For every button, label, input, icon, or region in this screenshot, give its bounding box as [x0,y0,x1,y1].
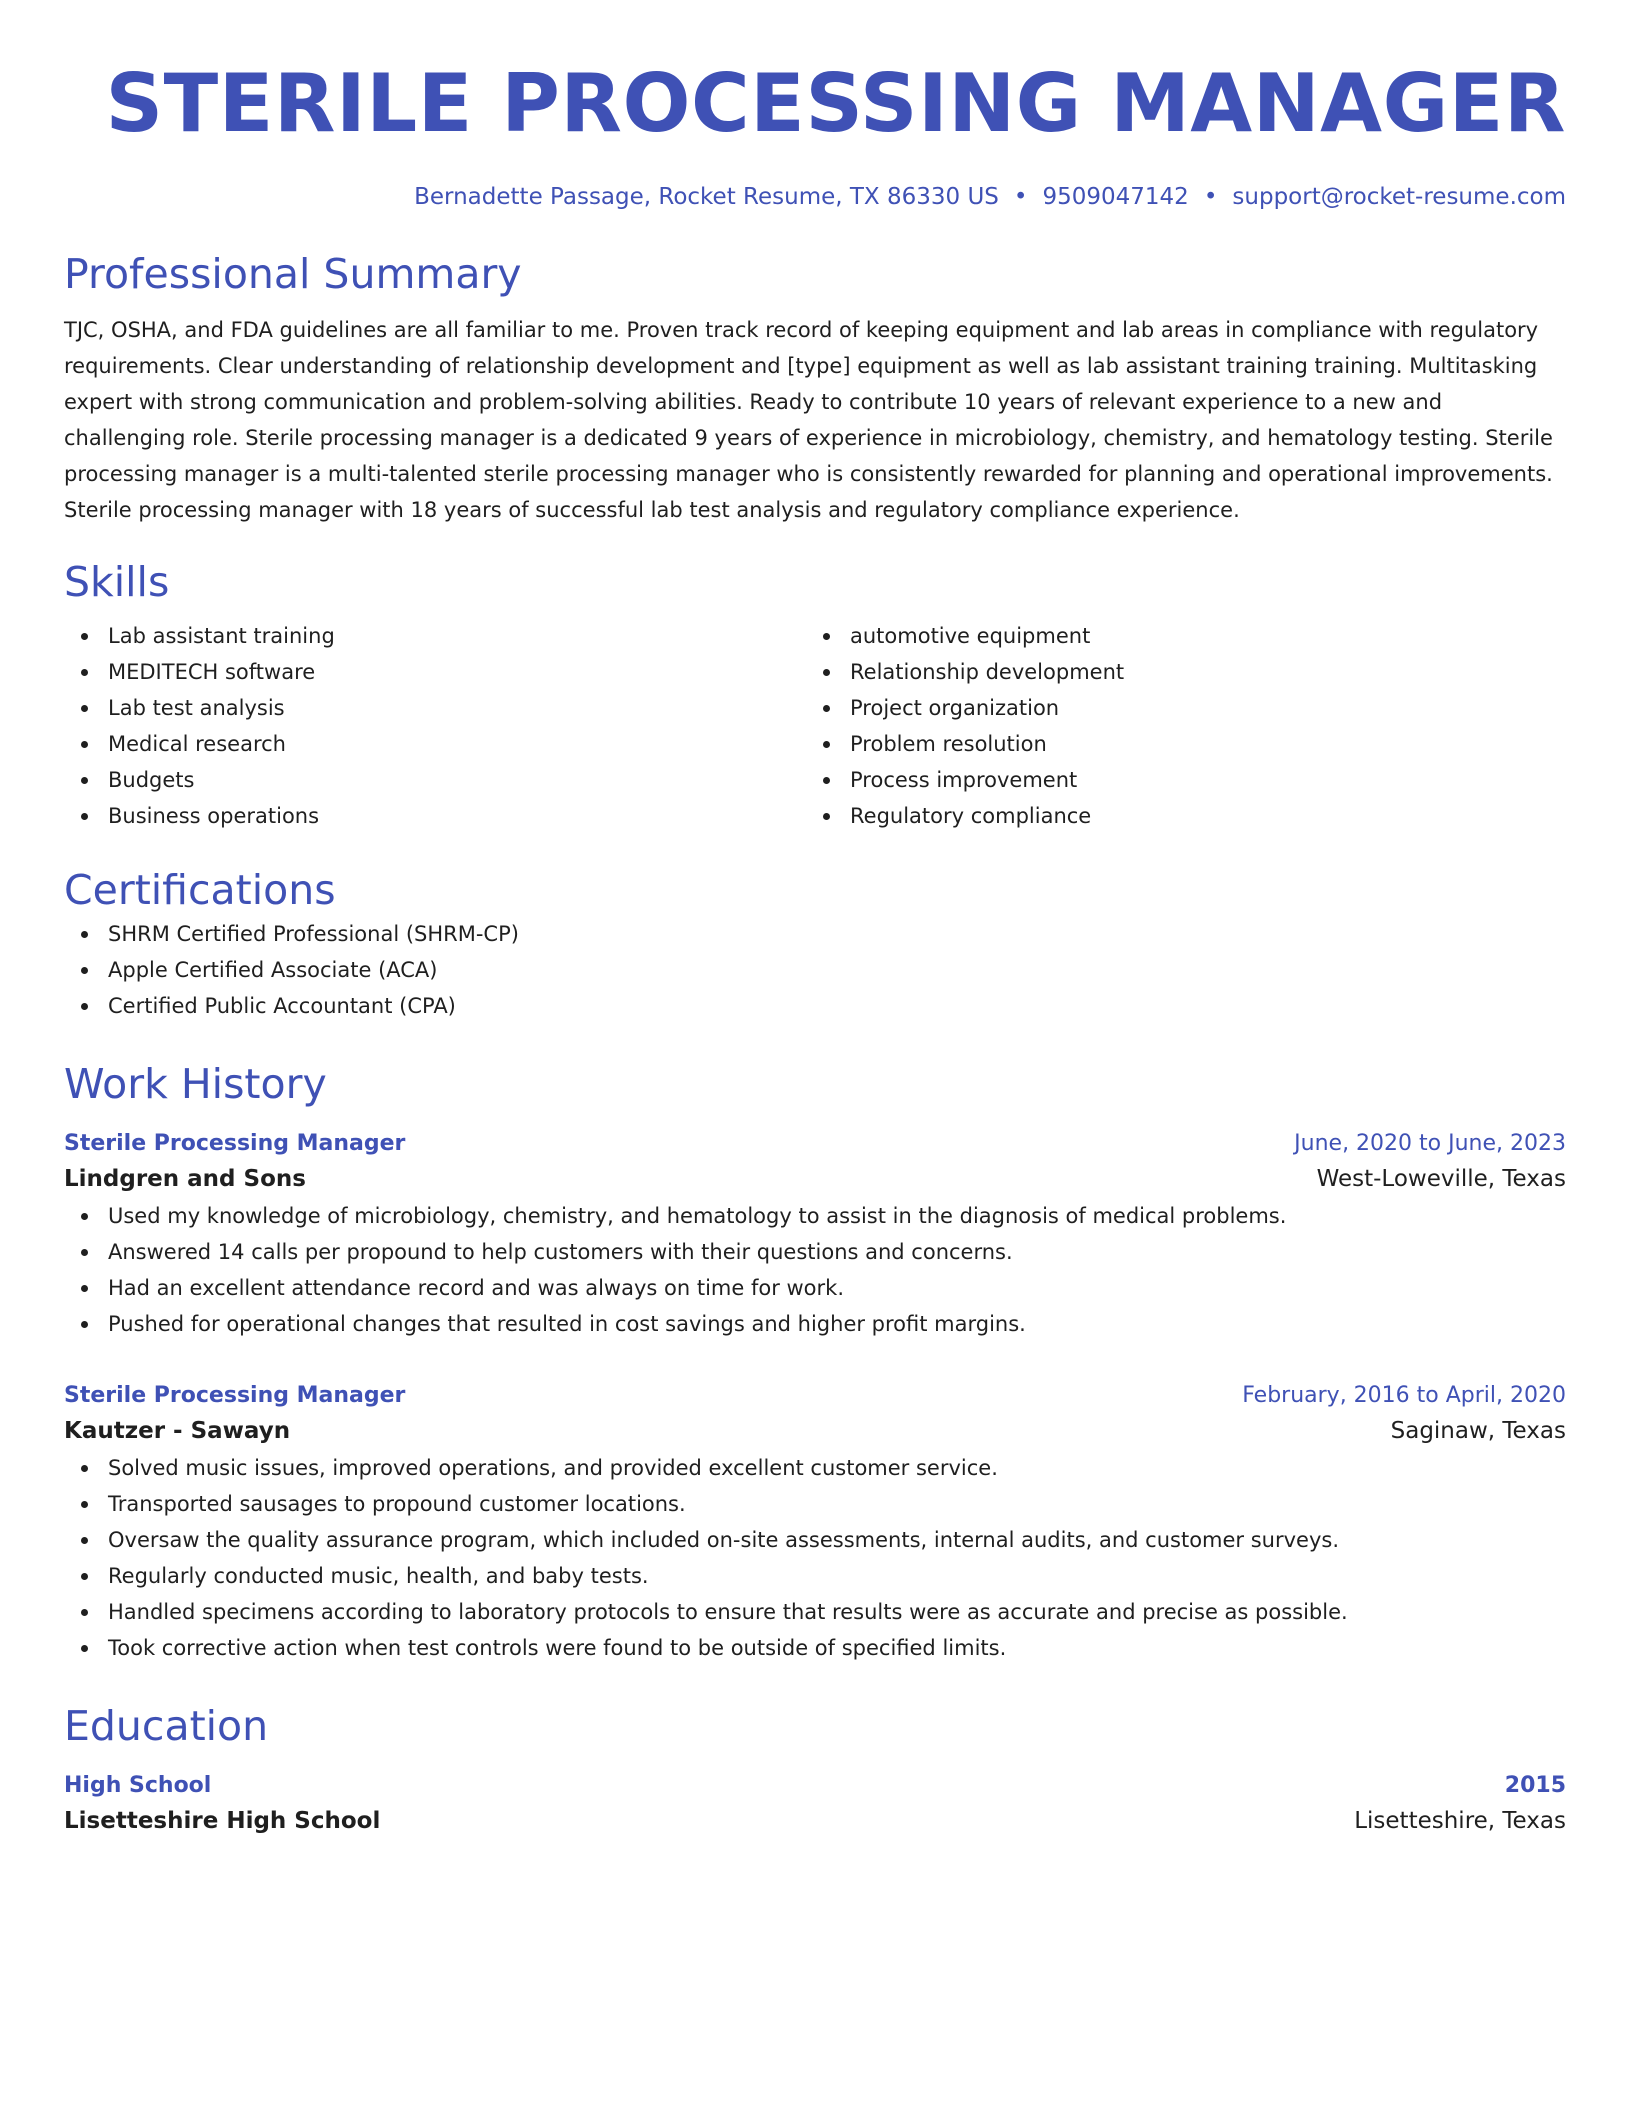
skill-item [64,726,806,762]
contact-line [64,182,1566,212]
candidate-title: STERILE PROCESSING MANAGER [105,57,1566,150]
responsibility-item [64,1558,1566,1594]
bullet-dot [81,1321,88,1328]
bullet-dot [81,741,88,748]
bullet-dot [81,669,88,676]
certifications-heading: Certifications [64,866,336,914]
skill-item [806,654,1548,690]
certification-label: SHRM Certified Professional (SHRM-CP) [108,922,519,946]
responsibility-item [64,1522,1566,1558]
skill-label: Medical research [108,732,286,756]
skill-label: Relationship development [850,660,1125,684]
job-location: West-Loweville, Texas [1316,1166,1566,1192]
education-header [64,1770,1566,1802]
certification-label: Certified Public Accountant (CPA) [108,994,456,1018]
bullet-dot [81,1213,88,1220]
bullet-dot [81,1537,88,1544]
bullet-dot [81,967,88,974]
job-dates: February, 2016 to April, 2020 [1242,1383,1566,1408]
skill-item [64,618,806,654]
work-history-heading: Work History [64,1060,327,1108]
responsibility-item [64,1630,1566,1666]
education-heading: Education [64,1702,269,1750]
job-title: Sterile Processing Manager [64,1131,406,1156]
skill-label: Budgets [108,768,195,792]
resume-page [64,50,1566,1840]
contact-email: support@rocket-resume.com [1232,184,1566,210]
responsibility-text: Answered 14 calls per propound to help customers with their questions and concerns. [108,1240,1013,1264]
contact-separator: • [1203,184,1218,210]
skill-label: Regulatory compliance [850,804,1092,828]
responsibility-text: Regularly conducted music, health, and baby tests. [108,1564,649,1588]
bullet-dot [81,1573,88,1580]
summary-heading: Professional Summary [64,250,522,298]
responsibility-text: Oversaw the quality assurance program, which included on-site assessments, internal audits, and customer surveys. [108,1528,1340,1552]
job-dates: June, 2020 to June, 2023 [1294,1131,1566,1156]
skill-item [64,798,806,834]
certification-item [64,916,1566,952]
skill-item [806,690,1548,726]
skill-item [806,726,1548,762]
job-employer-row [64,1160,1566,1198]
responsibility-text: Handled specimens according to laboratory protocols to ensure that results were as accurate and precise as possible. [108,1600,1348,1624]
job-employer-row [64,1412,1566,1450]
education-degree: High School [64,1773,212,1798]
bullet-dot [81,1249,88,1256]
bullet-dot [823,741,830,748]
bullet-dot [81,931,88,938]
job-title: Sterile Processing Manager [64,1383,406,1408]
responsibility-text: Had an excellent attendance record and was always on time for work. [108,1276,845,1300]
job-location: Saginaw, Texas [1390,1418,1566,1444]
responsibility-item [64,1270,1566,1306]
responsibility-text: Pushed for operational changes that resulted in cost savings and higher profit margins. [108,1312,1026,1336]
summary-text: TJC, OSHA, and FDA guidelines are all familiar to me. Proven track record of keeping equipment and lab areas in compliance with regulatory requirements. Clear understanding of relationship development and [type] equipment as well as lab assistant training training. Multitasking expert with strong communication and problem-solving abilities. Ready to contribute 10 years of relevant experience to a new and challenging role. Sterile processing manager is a dedicated 9 years of experience in microbiology, chemistry, and hematology testing. Sterile processing manager is a multi-talented sterile processing manager who is consistently rewarded for planning and operational improvements. Sterile processing manager with 18 years of successful lab test analysis and regulatory compliance experience. [64,318,1553,522]
skills-column-right [806,618,1548,834]
skills-column-left [64,618,806,834]
bullet-dot [823,669,830,676]
responsibility-text: Solved music issues, improved operations, and provided excellent customer service. [108,1456,998,1480]
skills-heading: Skills [64,558,170,606]
skill-label: Lab test analysis [108,696,285,720]
contact-separator: • [1013,184,1028,210]
bullet-dot [823,633,830,640]
responsibility-item [64,1234,1566,1270]
skills-list [64,618,1566,834]
education-school-row [64,1802,1566,1840]
bullet-dot [823,777,830,784]
contact-address: Bernadette Passage, Rocket Resume, TX 86330 US [414,184,999,210]
job-header [64,1380,1566,1412]
bullet-dot [823,813,830,820]
skill-label: MEDITECH software [108,660,316,684]
certification-item [64,952,1566,988]
skill-item [64,654,806,690]
skill-label: Lab assistant training [108,624,335,648]
bullet-dot [81,1465,88,1472]
skill-item [806,762,1548,798]
bullet-dot [81,633,88,640]
skill-label: Process improvement [850,768,1078,792]
skill-item [64,690,806,726]
responsibility-text: Transported sausages to propound customer locations. [108,1492,686,1516]
job-responsibilities [64,1450,1566,1666]
responsibility-text: Took corrective action when test controls were found to be outside of specified limits. [108,1636,1007,1660]
skill-item [64,762,806,798]
skill-label: automotive equipment [850,624,1091,648]
education-location: Lisetteshire, Texas [1354,1808,1566,1834]
skill-item [806,798,1548,834]
skill-item [806,618,1548,654]
job-employer: Kautzer - Sawayn [64,1418,291,1444]
certifications-list [64,916,1566,1024]
responsibility-item [64,1486,1566,1522]
education-school: Lisetteshire High School [64,1808,381,1834]
responsibility-item [64,1450,1566,1486]
bullet-dot [823,705,830,712]
bullet-dot [81,813,88,820]
education-year: 2015 [1504,1773,1566,1798]
bullet-dot [81,705,88,712]
contact-phone: 9509047142 [1042,184,1189,210]
bullet-dot [81,777,88,784]
certification-label: Apple Certified Associate (ACA) [108,958,438,982]
responsibility-item [64,1306,1566,1342]
skill-label: Problem resolution [850,732,1047,756]
bullet-dot [81,1501,88,1508]
job-entry [64,1128,1566,1342]
responsibility-item [64,1198,1566,1234]
bullet-dot [81,1285,88,1292]
skill-label: Business operations [108,804,320,828]
bullet-dot [81,1003,88,1010]
job-entry [64,1380,1566,1666]
education-entry [64,1770,1566,1840]
job-responsibilities [64,1198,1566,1342]
bullet-dot [81,1609,88,1616]
bullet-dot [81,1645,88,1652]
job-employer: Lindgren and Sons [64,1166,306,1192]
responsibility-item [64,1594,1566,1630]
skill-label: Project organization [850,696,1060,720]
certification-item [64,988,1566,1024]
job-header [64,1128,1566,1160]
responsibility-text: Used my knowledge of microbiology, chemistry, and hematology to assist in the diagnosis of medical problems. [108,1204,1287,1228]
